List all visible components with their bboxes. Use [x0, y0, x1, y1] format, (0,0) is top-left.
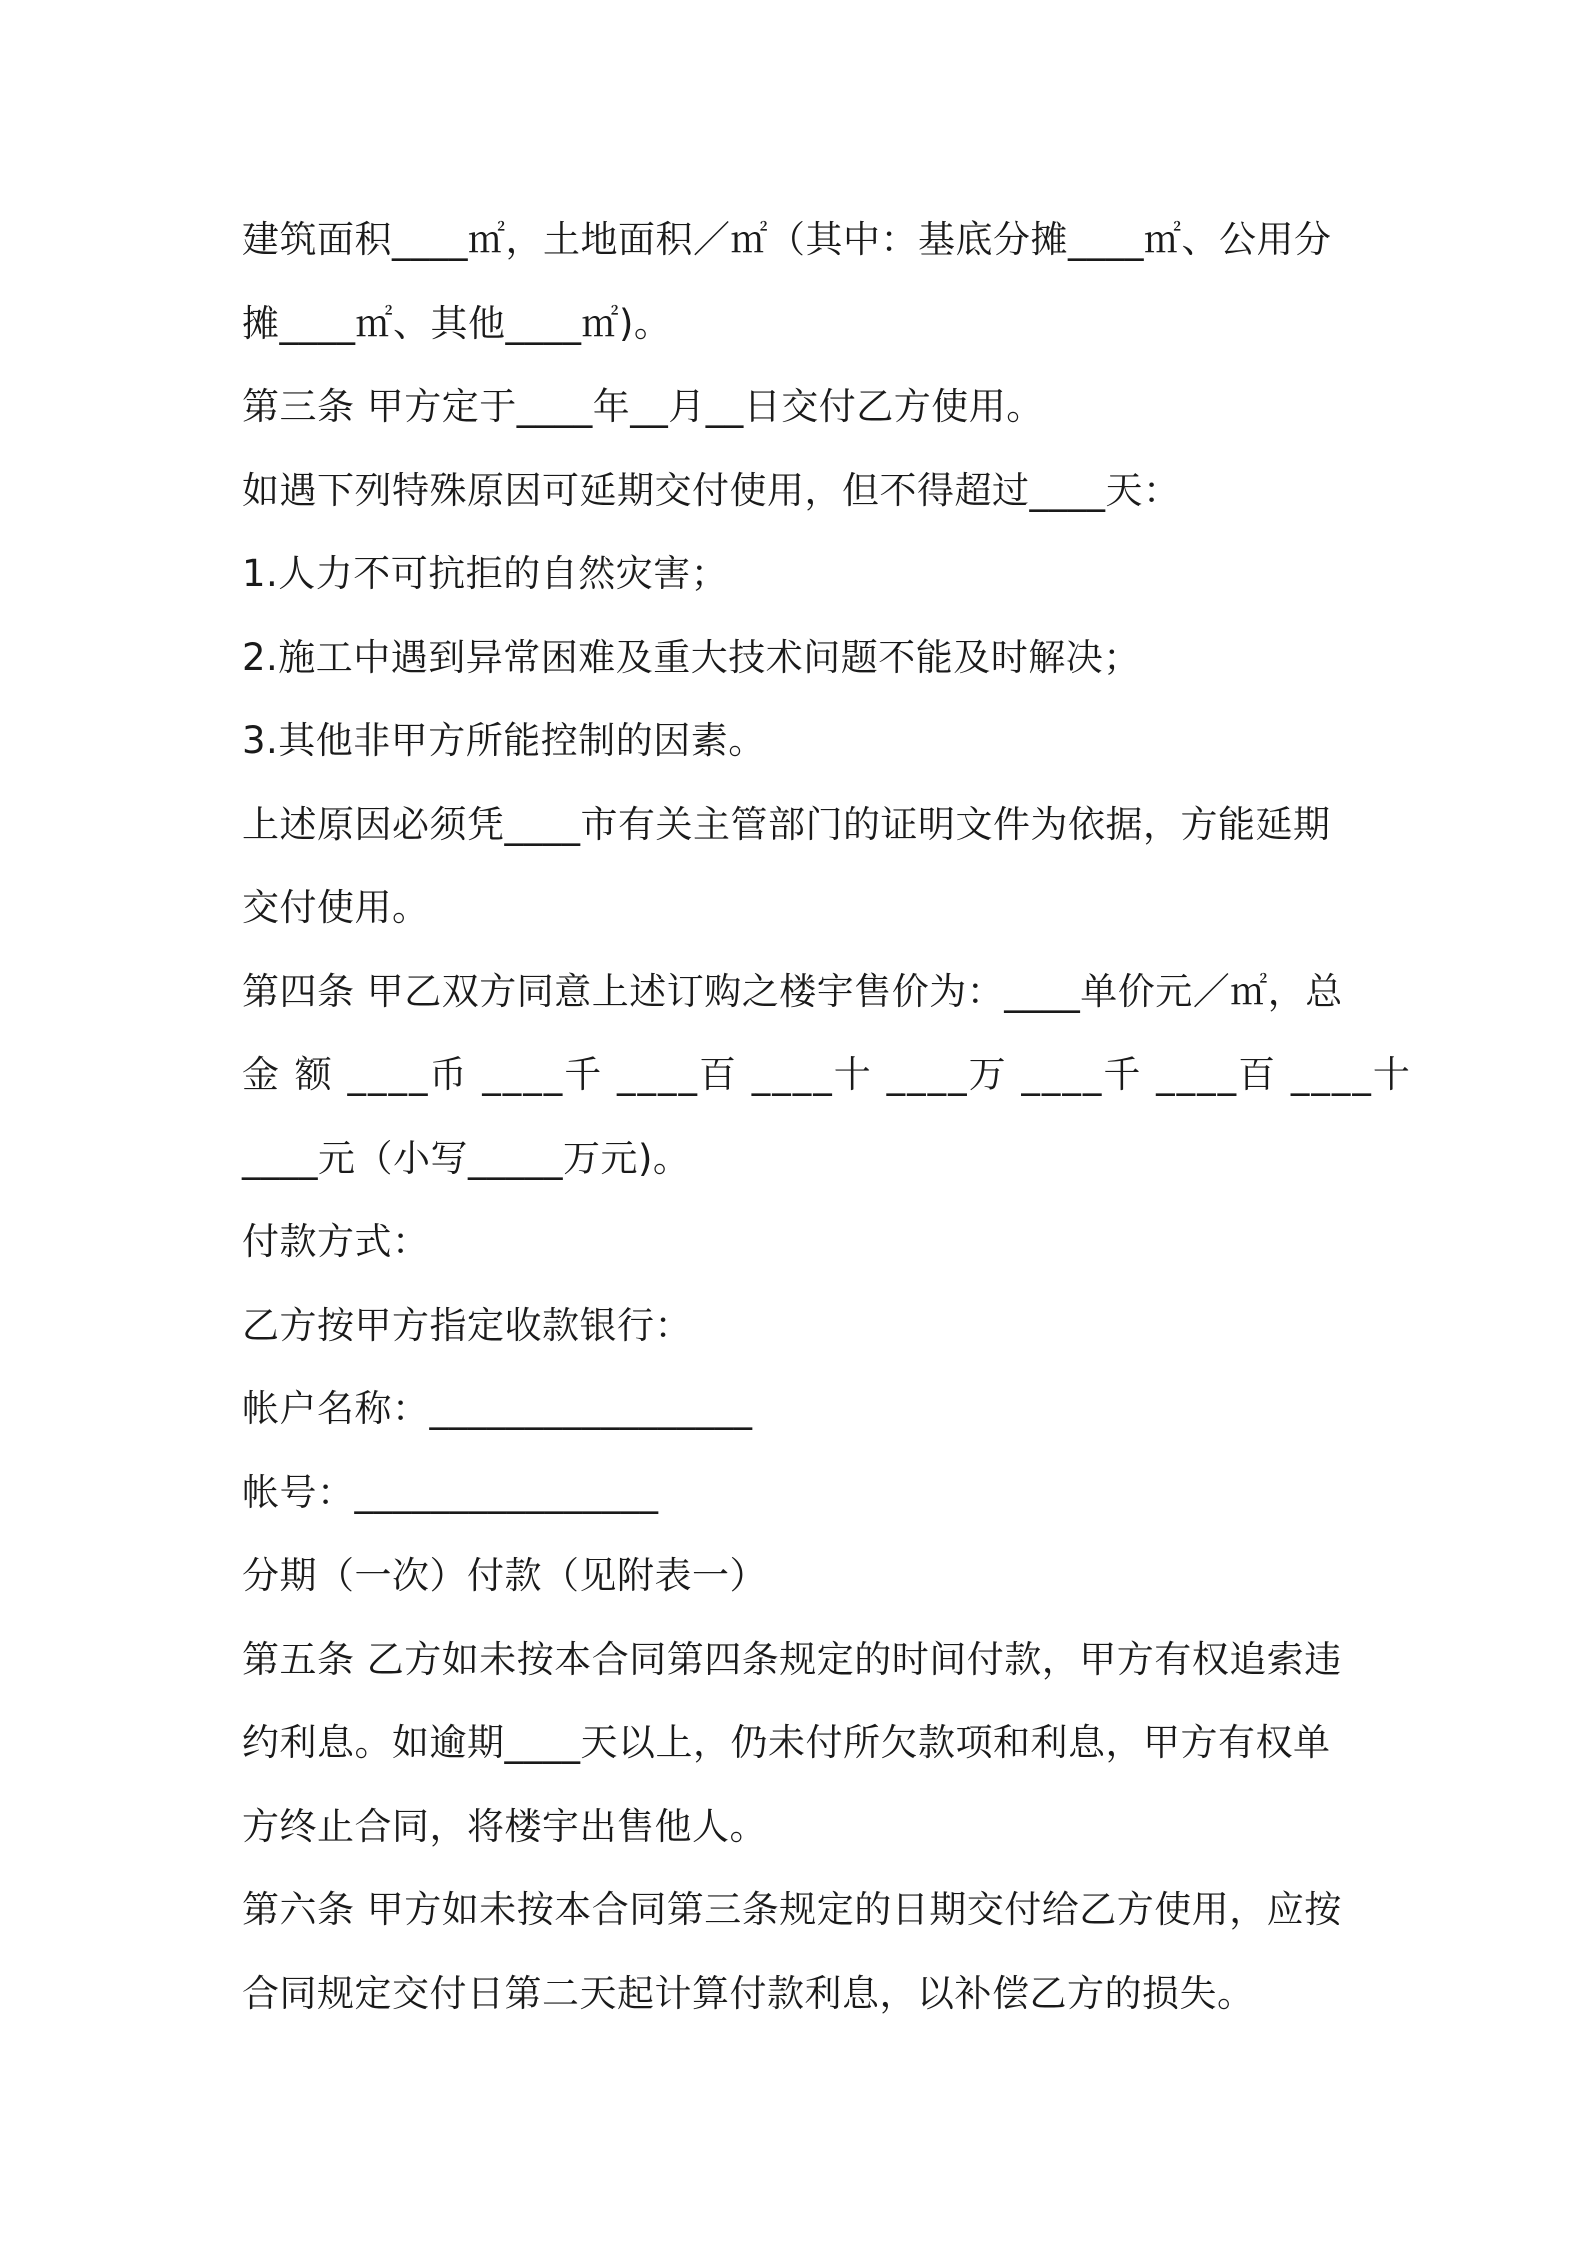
paragraph-line: 方终止合同，将楼宇出售他人。 [242, 1804, 767, 1848]
installment-line: 分期（一次）付款（见附表一） [242, 1554, 767, 1597]
list-item: 3.其他非甲方所能控制的因素。 [242, 719, 766, 762]
paragraph-line: 交付使用。 [242, 886, 430, 929]
paragraph-line: 合同规定交付日第二天起计算付款利息，以补偿乙方的损失。 [242, 1971, 1255, 2015]
paragraph-line: 约利息。如逾期____天以上，仍未付所欠款项和利息，甲方有权单 [242, 1721, 1331, 1764]
document-body [242, 198, 1412, 2035]
paragraph-line: 如遇下列特殊原因可延期交付使用，但不得超过____天： [242, 468, 1181, 512]
list-item: 2.施工中遇到异常困难及重大技术问题不能及时解决； [242, 635, 1141, 679]
paragraph-line: 建筑面积____㎡，土地面积／㎡（其中：基底分摊____㎡、公用分 [242, 218, 1332, 261]
article-3-line: 第三条 甲方定于____年__月__日交付乙方使用。 [242, 385, 1044, 428]
account-name-line: 帐户名称：_________________ [242, 1387, 753, 1430]
list-item: 1.人力不可抗拒的自然灾害； [242, 552, 729, 595]
amount-line: 金 额 ____币 ____千 ____百 ____十 ____万 ____千 ____百 ____十 [242, 1053, 1412, 1096]
paragraph-line: 摊____㎡、其他____㎡)。 [242, 301, 672, 345]
amount-line: ____元（小写_____万元)。 [242, 1136, 691, 1180]
account-number-line: 帐号：________________ [242, 1470, 659, 1514]
article-4-line: 第四条 甲乙双方同意上述订购之楼宇售价为：____单价元／㎡，总 [242, 969, 1343, 1013]
bank-line: 乙方按甲方指定收款银行： [242, 1303, 692, 1347]
article-5-line: 第五条 乙方如未按本合同第四条规定的时间付款，甲方有权追索违 [242, 1637, 1342, 1681]
article-6-line: 第六条 甲方如未按本合同第三条规定的日期交付给乙方使用，应按 [242, 1888, 1342, 1931]
payment-method-label: 付款方式： [242, 1220, 430, 1263]
paragraph-line: 上述原因必须凭____市有关主管部门的证明文件为依据，方能延期 [242, 802, 1331, 846]
